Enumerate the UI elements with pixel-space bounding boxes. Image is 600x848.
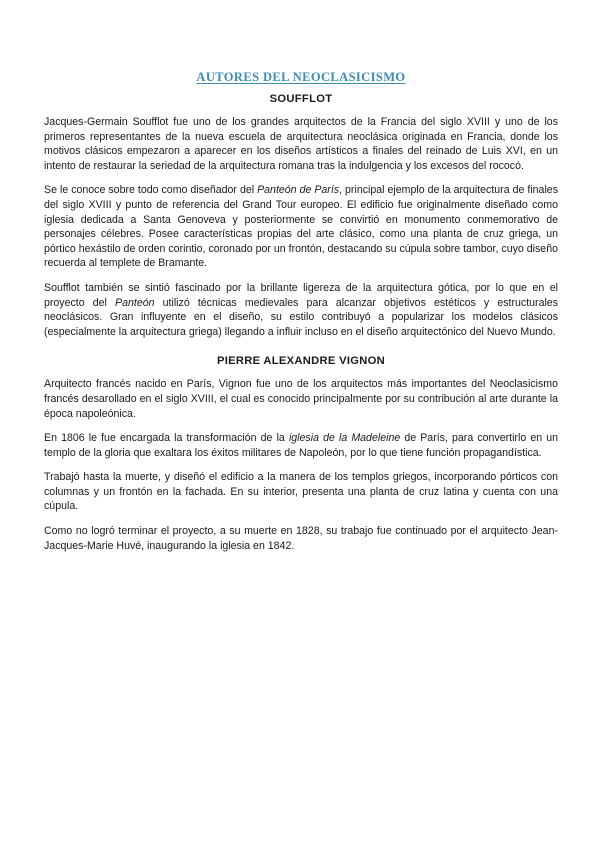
- paragraph-soufflot-intro: Jacques-Germain Soufflot fue uno de los grandes arquitectos de la Francia del siglo XVIII y uno de los primeros representantes de la nueva escuela de arquitectura neoclásica originada en Francia, donde los motivos clásicos empezaron a aparecer en los diseños artísticos a finales del reinado de Luis XVI, en un intento de restaurar la seriedad de la arquitectura romana tras la indulgencia y los excesos del rococó.: [44, 116, 558, 172]
- document-title: AUTORES DEL NEOCLASICISMO: [196, 70, 406, 84]
- paragraph-vignon-legacy: Como no logró terminar el proyecto, a su muerte en 1828, su trabajo fue continuado por el arquitecto Jean-Jacques-Marie Huvé, inaugurando la iglesia en 1842.: [44, 525, 558, 552]
- text-fragment: Se le conoce sobre todo como diseñador del: [44, 184, 258, 197]
- paragraph-vignon-design: Trabajó hasta la muerte, y diseñó el edificio a la manera de los templos griegos, incorporando pórticos con columnas y un frontón en la fachada. En su interior, presenta una planta de cruz latina y cuenta con una cúpula.: [44, 471, 558, 513]
- italic-text: iglesia de la Madeleine: [288, 432, 401, 445]
- paragraph-soufflot-pantheon: [44, 183, 558, 271]
- text-fragment: de París, para convertirlo en un templo de la gloria que exaltara los éxitos militares de Napoleón, por lo que tiene función propagandística.: [44, 432, 559, 459]
- section-heading-soufflot: SOUFFLOT: [269, 93, 333, 105]
- paragraph-vignon-madeleine: [44, 431, 558, 460]
- italic-text: Panteón de París: [257, 184, 340, 197]
- section-heading-vignon: PIERRE ALEXANDRE VIGNON: [216, 355, 386, 368]
- text-fragment: , principal ejemplo de la arquitectura de finales del siglo XVIII y punto de referencia del Grand Tour europeo. El edificio fue originalmente diseñado como iglesia dedicada a Santa Genoveva y posteriormente se convirtió en monumento conmemorativo de personajes célebres. Posee características propias del arte clásico, como una planta de cruz griega, un pórtico hexástilo de orden corintio, coronado por un frontón, destacando su cúpula sobre tambor, cuyo diseño recuerda al templete de Bramante.: [44, 184, 558, 270]
- paragraph-vignon-intro: Arquitecto francés nacido en París, Vignon fue uno de los arquitectos más importantes del Neoclasicismo francés desarollado en el siglo XVIII, el cual es conocido principalmente por su contribución al arte durante la época napoleónica.: [44, 378, 558, 420]
- paragraph-soufflot-gothic: [44, 281, 558, 339]
- text-fragment: En 1806 le fue encargada la transformación de la: [44, 432, 289, 445]
- italic-text: Panteón: [115, 296, 155, 309]
- text-fragment: Soufflot también se sintió fascinado por la brillante ligereza de la arquitectura gótica, por lo que en el proyecto del: [44, 281, 558, 309]
- document-page: [44, 70, 558, 563]
- text-fragment: utilizó técnicas medievales para alcanzar objetivos estéticos y estructurales neoclásicos. Gran influyente en el diseño, su estilo contribuyó a popularizar los modelos clásicos (especialmente la arquitectura griega) llegando a influir incluso en el diseño arquitectónico del Nuevo Mundo.: [44, 296, 558, 338]
